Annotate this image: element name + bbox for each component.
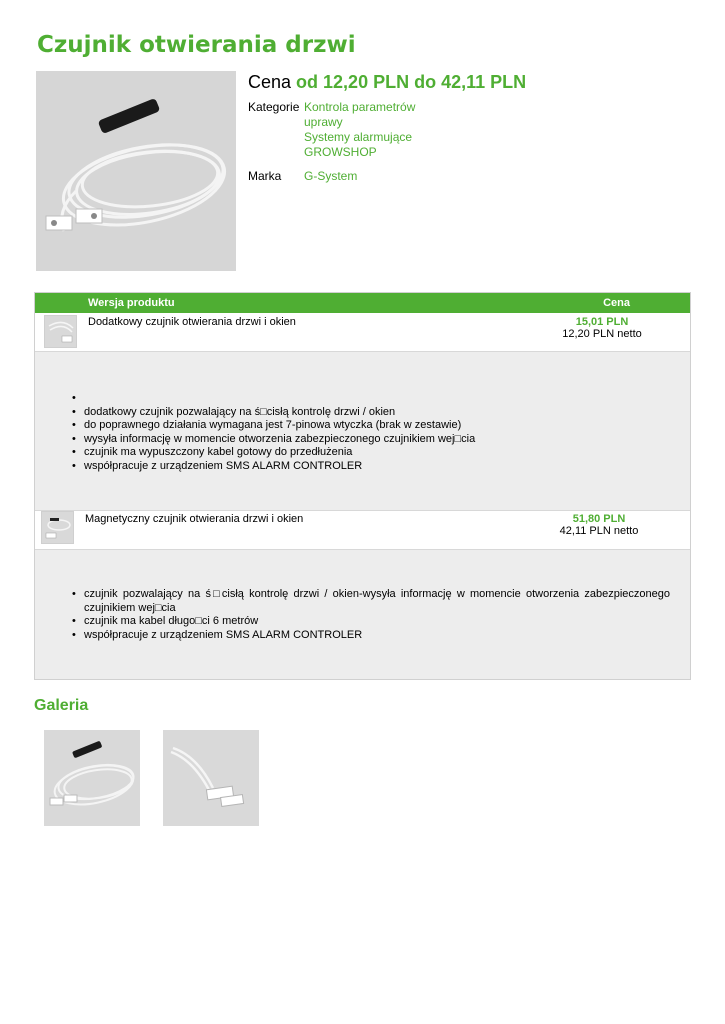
list-item: • wysyła informację w momencie otworzenia zabezpieczonego czujnikiem wej□cia	[71, 433, 661, 447]
table-header	[35, 293, 690, 313]
variant-thumbnail[interactable]	[44, 315, 77, 348]
sensor-thumbnail-icon	[42, 512, 73, 543]
price-net: 12,20 PLN netto	[562, 328, 642, 340]
magnetic-sensor-photo-icon	[163, 730, 259, 826]
variants-table	[34, 292, 691, 680]
variant-name: Dodatkowy czujnik otwierania drzwi i okien	[88, 316, 296, 328]
category-link[interactable]: Systemy alarmujące	[304, 130, 413, 144]
category-link[interactable]: GROWSHOP	[304, 145, 377, 159]
price-line	[248, 72, 526, 93]
variant-thumbnail[interactable]	[41, 511, 74, 544]
price-gross: 51,80 PLN	[572, 513, 626, 525]
table-row	[35, 313, 690, 351]
brand-label: Marka	[248, 169, 282, 183]
variant-description	[35, 351, 690, 511]
price-gross: 15,01 PLN	[575, 316, 629, 328]
list-item: • czujnik ma kabel długo□ci 6 metrów	[71, 615, 670, 629]
gallery-image[interactable]	[44, 730, 140, 826]
product-main-image[interactable]	[36, 71, 236, 271]
category-link[interactable]: uprawy	[304, 115, 343, 129]
header-version: Wersja produktu	[88, 297, 175, 309]
list-item: • dodatkowy czujnik pozwalający na ś□cisłą kontrolę drzwi / okien	[71, 406, 661, 420]
list-item: • współpracuje z urządzeniem SMS ALARM CONTROLER	[71, 629, 670, 643]
door-sensor-cable-photo-icon	[36, 71, 236, 271]
price-range: od 12,20 PLN do 42,11 PLN	[296, 72, 527, 92]
category-link[interactable]: Kontrola parametrów	[304, 100, 416, 114]
variant-price	[542, 316, 662, 340]
page-title: Czujnik otwierania drzwi	[37, 32, 356, 58]
list-item: • współpracuje z urządzeniem SMS ALARM CONTROLER	[71, 460, 661, 474]
list-item: • do poprawnego działania wymagana jest 7-pinowa wtyczka (brak w zestawie)	[71, 419, 661, 433]
description-list	[71, 588, 670, 642]
gallery-title: Galeria	[34, 697, 89, 714]
variant-name: Magnetyczny czujnik otwierania drzwi i okien	[85, 513, 304, 525]
list-item	[71, 392, 661, 406]
header-price: Cena	[603, 297, 630, 309]
price-net: 42,11 PLN netto	[559, 525, 639, 537]
categories-label: Kategorie	[248, 100, 300, 114]
table-row	[35, 511, 690, 549]
price-label: Cena	[248, 72, 292, 92]
variant-description	[35, 549, 690, 679]
description-list	[71, 392, 661, 473]
brand-link[interactable]: G-System	[304, 169, 358, 183]
list-item: • czujnik pozwalający na ś□cisłą kontrolę drzwi / okien-wysyła informację w momencie otworzenia zabezpieczonego czujnikiem wej□cia	[71, 588, 670, 615]
list-item: • czujnik ma wypuszczony kabel gotowy do przedłużenia	[71, 446, 661, 460]
gallery-image[interactable]	[163, 730, 259, 826]
door-sensor-kit-photo-icon	[44, 730, 140, 826]
sensor-thumbnail-icon	[45, 316, 76, 347]
variant-price	[539, 513, 659, 537]
